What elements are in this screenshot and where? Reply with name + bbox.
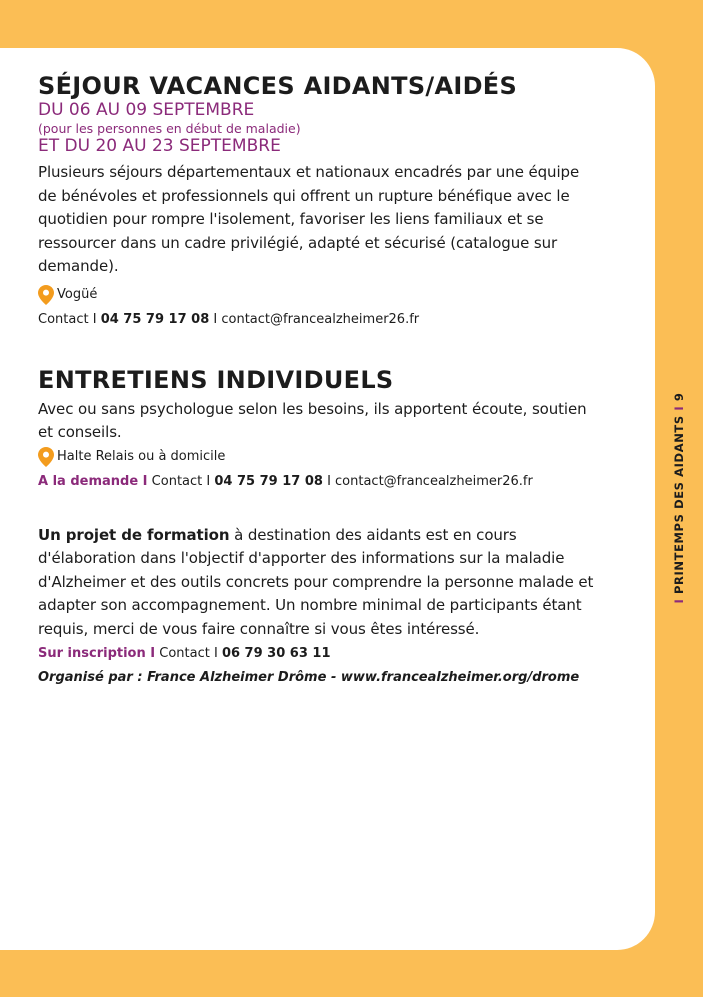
date-note: (pour les personnes en début de maladie) [38, 121, 301, 136]
section-title: ENTRETIENS INDIVIDUELS [38, 365, 394, 394]
contact-label: Contact I [151, 473, 211, 489]
section-title: SÉJOUR VACANCES AIDANTS/AIDÉS [38, 72, 518, 100]
contact-line [38, 644, 598, 664]
sidebar-label [672, 393, 686, 604]
formation-lead: Un projet de formation [38, 525, 230, 544]
bar-icon: I [672, 598, 686, 604]
availability-label: A la demande I [38, 473, 148, 489]
phone-number[interactable]: 04 75 79 17 08 [100, 311, 210, 327]
phone-number[interactable]: 04 75 79 17 08 [214, 473, 323, 489]
main-content [38, 72, 598, 688]
bar-icon: I [672, 405, 686, 411]
map-pin-icon [38, 447, 54, 467]
contact-label: Contact I [159, 646, 218, 661]
sidebar-title: PRINTEMPS DES AIDANTS [672, 415, 686, 594]
page-number: 9 [672, 392, 686, 402]
section-entretiens [38, 366, 598, 492]
date-range-2: ET DU 20 AU 23 SEPTEMBRE [38, 136, 281, 156]
location-label: Vogüé [57, 286, 98, 302]
location [38, 285, 598, 305]
email-link[interactable]: I contact@francealzheimer26.fr [327, 473, 533, 489]
location [38, 447, 598, 467]
phone-number[interactable]: 06 79 30 63 11 [221, 646, 331, 661]
date-range-1: DU 06 AU 09 SEPTEMBRE [38, 100, 255, 120]
section-sejour [38, 72, 598, 330]
organizer-line: Organisé par : France Alzheimer Drôme - www.francealzheimer.org/drome [38, 670, 580, 685]
location-label: Halte Relais ou à domicile [57, 448, 226, 464]
page-sidebar [669, 382, 689, 614]
section-formation [38, 524, 598, 689]
contact-label: Contact I [38, 311, 97, 327]
email-link[interactable]: I contact@francealzheimer26.fr [213, 311, 420, 327]
contact-line [38, 472, 598, 492]
section-description: Plusieurs séjours départementaux et nationaux encadrés par une équipe de bénévoles et professionnels qui offrent un rupture bénéfique avec le quotidien pour rompre l'isolement, favoriser les liens familiaux et se ressourcer dans un cadre privilégié, adapté et sécurisé (catalogue sur demande). [38, 163, 580, 275]
map-pin-icon [38, 285, 54, 305]
contact-line [38, 310, 598, 330]
formation-description: à destination des aidants est en cours d'élaboration dans l'objectif d'apporter des informations sur la maladie d'Alzheimer et des outils concrets pour comprendre la personne malade et adapter son accompagnement. Un nombre minimal de participants étant requis, merci de vous faire connaître si vous êtes intéressé. [38, 525, 594, 638]
section-description: Avec ou sans psychologue selon les besoins, ils apportent écoute, soutien et conseils. [38, 399, 587, 441]
registration-label: Sur inscription I [38, 646, 156, 661]
formation-paragraph [38, 524, 598, 642]
